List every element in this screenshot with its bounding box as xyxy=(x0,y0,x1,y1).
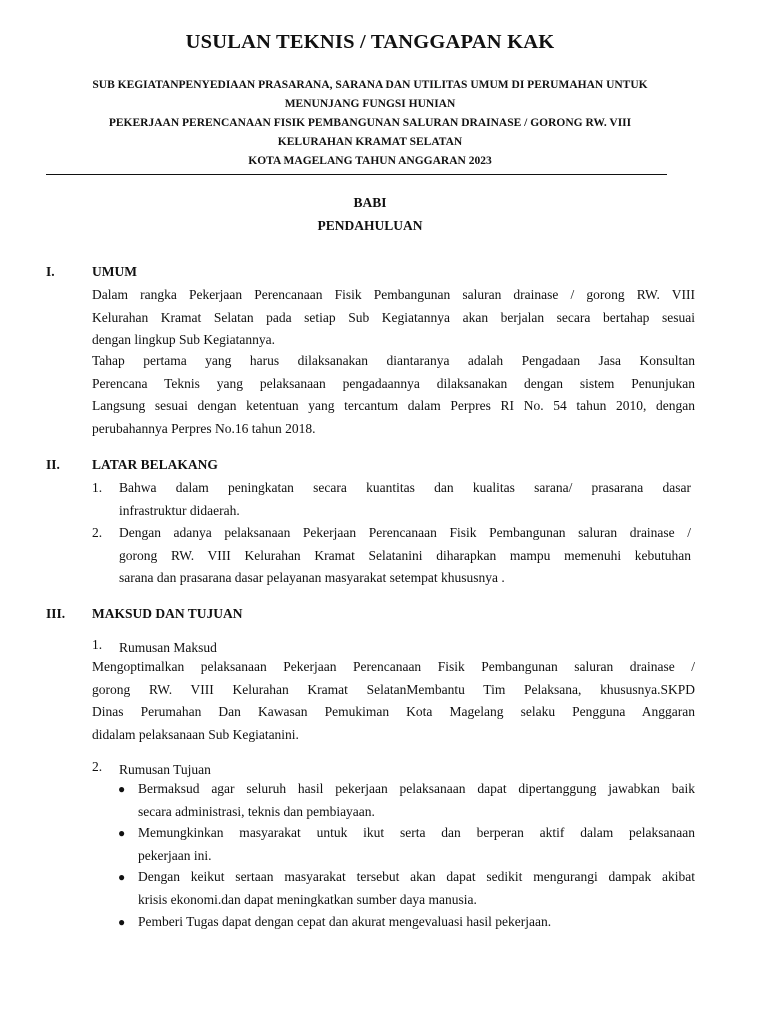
section-3-title: MAKSUD DAN TUJUAN xyxy=(92,606,243,621)
text-line: Dengan adanya pelaksanaan Pekerjaan Perencanaan Fisik Pembangunan saluran drainase / xyxy=(119,525,691,540)
text-line: Perencana Teknis yang pelaksanaan pengadaannya dilaksanakan dengan sistem Penunjukan xyxy=(92,375,695,391)
text-line: Dinas Perumahan Dan Kawasan Pemukiman Kota Magelang selaku Pengguna Anggaran xyxy=(92,704,695,720)
text-line: Pemberi Tugas dapat dengan cepat dan akurat mengevaluasi hasil pekerjaan. xyxy=(138,914,552,929)
chapter-label: BABI xyxy=(353,195,387,210)
section-2-number: II. xyxy=(46,457,60,472)
header-line-4: KELURAHAN KRAMAT SELATAN xyxy=(277,136,463,148)
bullet-item xyxy=(138,866,695,911)
header-line-2: MENUNJANG FUNGSI HUNIAN xyxy=(284,98,456,110)
text-line: gorong RW. VIII Kelurahan Kramat Selatanini diharapkan mampu memenuhi kebutuhan xyxy=(119,547,691,563)
section-2-title: LATAR BELAKANG xyxy=(92,457,218,472)
text-line: didalam pelaksanaan Sub Kegiatanini. xyxy=(92,726,299,742)
list-number: 1. xyxy=(92,637,103,652)
section-1-paragraph-1 xyxy=(92,284,695,352)
text-line: Memungkinkan masyarakat untuk ikut serta dan berperan aktif dalam pelaksanaan xyxy=(138,825,695,840)
list-number: 2. xyxy=(92,525,103,540)
header-line-5: KOTA MAGELANG TAHUN ANGGARAN 2023 xyxy=(248,155,492,167)
bullet-icon: ● xyxy=(118,826,126,840)
document-title: USULAN TEKNIS / TANGGAPAN KAK xyxy=(185,31,555,53)
section-1-title: UMUM xyxy=(92,264,137,279)
section-1-number: I. xyxy=(46,264,55,279)
text-line: pekerjaan ini. xyxy=(138,847,212,863)
list-number: 2. xyxy=(92,759,103,774)
list-item xyxy=(119,522,691,590)
text-line: Bermaksud agar seluruh hasil pekerjaan pelaksanaan dapat dipertanggung jawabkan baik xyxy=(138,781,695,796)
section-3-number: III. xyxy=(46,606,66,621)
text-line: krisis ekonomi.dan dapat meningkatkan sumber daya manusia. xyxy=(138,891,477,907)
text-line: Dalam rangka Pekerjaan Perencanaan Fisik Pembangunan saluran drainase / gorong RW. VIII xyxy=(92,287,695,302)
text-line: dengan lingkup Sub Kegiatannya. xyxy=(92,332,275,348)
bullet-item xyxy=(138,911,695,934)
text-line: Mengoptimalkan pelaksanaan Pekerjaan Perencanaan Fisik Pembangunan saluran drainase / xyxy=(92,659,695,674)
list-number: 1. xyxy=(92,480,103,495)
header-line-3: PEKERJAAN PERENCANAAN FISIK PEMBANGUNAN SALURAN DRAINASE / GORONG RW. VIII xyxy=(108,117,632,129)
text-line: infrastruktur didaerah. xyxy=(119,502,240,518)
subsection-title: Rumusan Maksud xyxy=(119,640,217,655)
rumusan-maksud-paragraph xyxy=(92,656,695,746)
section-1-paragraph-2 xyxy=(92,350,695,440)
bullet-item xyxy=(138,822,695,867)
text-line: Kelurahan Kramat Selatan pada setiap Sub Kegiatannya akan berjalan secara bertahap sesuai xyxy=(92,309,695,325)
text-line: perubahannya Perpres No.16 tahun 2018. xyxy=(92,420,316,436)
bullet-item xyxy=(138,778,695,823)
header-line-1: SUB KEGIATANPENYEDIAAN PRASARANA, SARANA DAN UTILITAS UMUM DI PERUMAHAN UNTUK xyxy=(92,79,648,91)
text-line: Tahap pertama yang harus dilaksanakan diantaranya adalah Pengadaan Jasa Konsultan xyxy=(92,353,695,368)
chapter-title: PENDAHULUAN xyxy=(317,218,423,233)
text-line: sarana dan prasarana dasar pelayanan masyarakat setempat khususnya . xyxy=(119,570,505,586)
text-line: gorong RW. VIII Kelurahan Kramat SelatanMembantu Tim Pelaksana, khususnya.SKPD xyxy=(92,681,695,697)
list-item xyxy=(119,477,691,522)
subsection-title: Rumusan Tujuan xyxy=(119,762,211,777)
bullet-icon: ● xyxy=(118,870,126,884)
bullet-icon: ● xyxy=(118,782,126,796)
text-line: Langsung sesuai dengan ketentuan yang tercantum dalam Perpres RI No. 54 tahun 2010, dengan xyxy=(92,398,695,414)
text-line: Dengan keikut sertaan masyarakat tersebut akan dapat sedikit mengurangi dampak akibat xyxy=(138,869,695,884)
header-divider xyxy=(46,174,667,175)
text-line: secara administrasi, teknis dan pembiayaan. xyxy=(138,803,375,819)
text-line: Bahwa dalam peningkatan secara kuantitas dan kualitas sarana/ prasarana dasar xyxy=(119,480,691,495)
bullet-icon: ● xyxy=(118,915,126,929)
